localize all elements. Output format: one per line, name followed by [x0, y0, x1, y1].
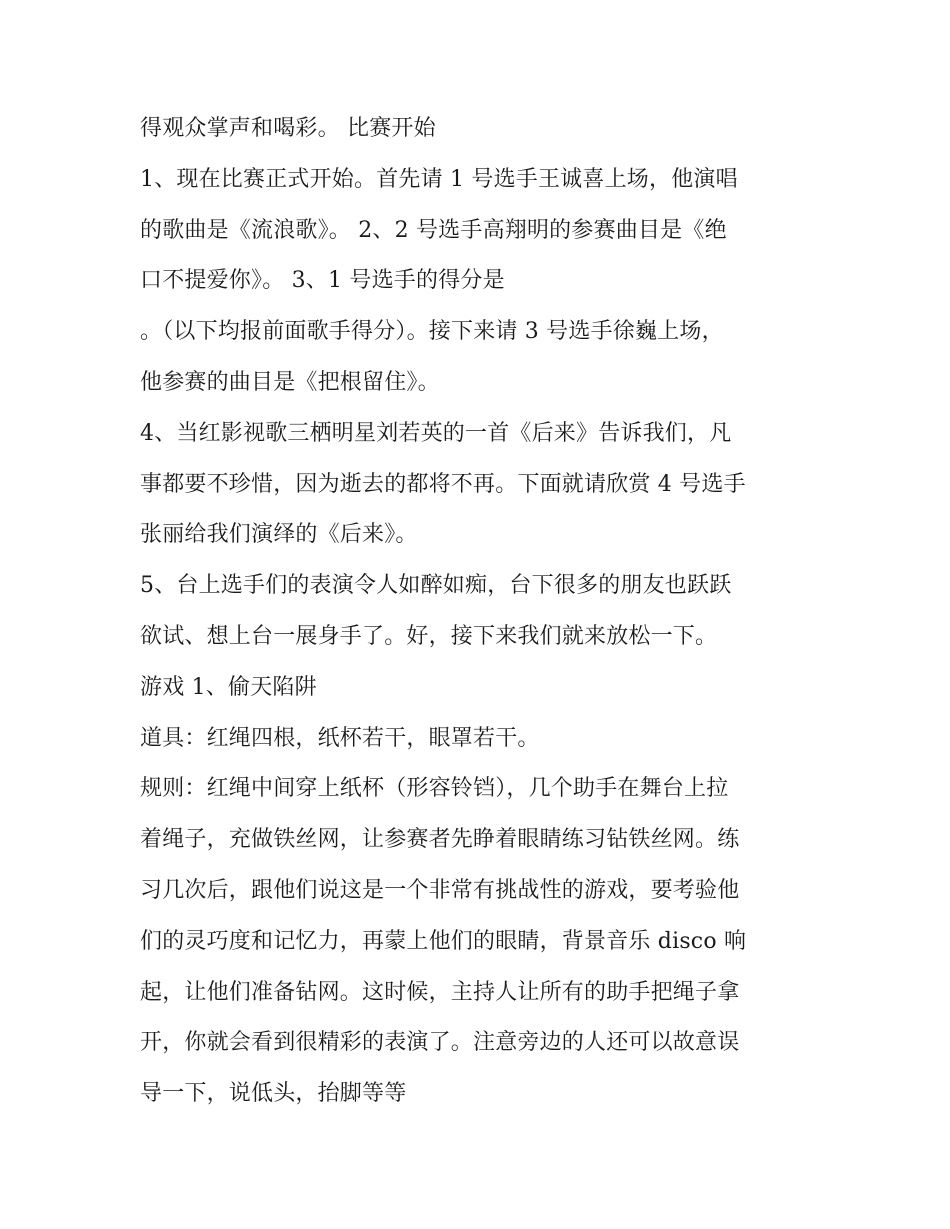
text-line: 欲试、想上台一展身手了。好，接下来我们就来放松一下。	[140, 623, 718, 649]
text-line: 导一下，说低头，抬脚等等	[140, 1081, 407, 1107]
text-line: 他参赛的曲目是《把根留住》。	[140, 369, 440, 395]
text-line: 们的灵巧度和记忆力，再蒙上他们的眼睛，背景音乐 disco 响	[140, 928, 747, 954]
text-line: 4、当红影视歌三栖明星刘若英的一首《后来》告诉我们，凡	[140, 420, 732, 446]
text-line: 的歌曲是《流浪歌》。 2、2 号选手高翔明的参赛曲目是《绝	[140, 217, 727, 243]
text-line: 。（以下均报前面歌手得分）。接下来请 3 号选手徐巍上场，	[140, 319, 724, 345]
text-line: 道具：红绳四根，纸杯若干，眼罩若干。	[140, 725, 540, 751]
text-line: 1、现在比赛正式开始。首先请 1 号选手王诚喜上场，他演唱	[140, 166, 738, 192]
text-line: 5、台上选手们的表演令人如醉如痴，台下很多的朋友也跃跃	[140, 573, 732, 599]
text-line: 张丽给我们演绎的《后来》。	[140, 522, 418, 548]
text-line: 规则：红绳中间穿上纸杯（形容铃铛），几个助手在舞台上拉	[140, 776, 729, 802]
text-line: 得观众掌声和喝彩。 比赛开始	[140, 116, 436, 141]
text-line: 习几次后，跟他们说这是一个非常有挑战性的游戏，要考验他	[140, 877, 740, 903]
text-line: 开，你就会看到很精彩的表演了。注意旁边的人还可以故意误	[140, 1030, 740, 1056]
text-line: 起，让他们准备钻网。这时候，主持人让所有的助手把绳子拿	[140, 979, 740, 1005]
text-line: 着绳子，充做铁丝网，让参赛者先睁着眼睛练习钻铁丝网。练	[140, 827, 740, 853]
text-line: 游戏 1、偷天陷阱	[140, 674, 317, 700]
document-body	[140, 109, 830, 1125]
text-line: 事都要不珍惜，因为逝去的都将不再。下面就请欣赏 4 号选手	[140, 471, 746, 497]
text-line: 口不提爱你》。 3、1 号选手的得分是	[140, 268, 505, 294]
